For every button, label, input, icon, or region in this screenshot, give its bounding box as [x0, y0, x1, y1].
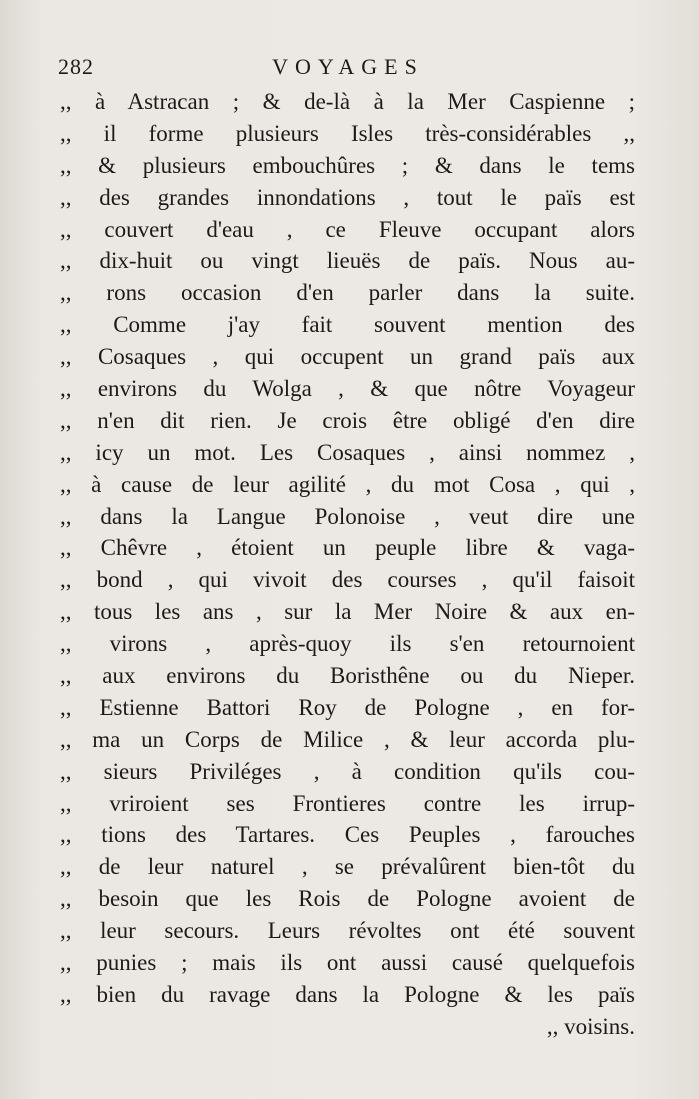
- text-line: ,, dans la Langue Polonoise , veut dire une: [60, 503, 635, 529]
- text-line: ,, virons , après-quoy ils s'en retournoient: [60, 631, 635, 657]
- text-line: ,, à Astracan ; & de-là à la Mer Caspienne ;: [60, 89, 635, 114]
- running-head: VOYAGES: [272, 54, 424, 79]
- text-line: ,, Comme j'ay fait souvent mention des: [60, 312, 635, 338]
- text-line: ,, aux environs du Boristhêne ou du Nieper.: [60, 663, 635, 689]
- text-line: ,, tions des Tartares. Ces Peuples , farouches: [60, 822, 635, 848]
- text-line: ,, ma un Corps de Milice , & leur accorda plu-: [60, 726, 635, 752]
- text-line: ,, leur secours. Leurs révoltes ont été souvent: [60, 918, 635, 944]
- page-header: [58, 54, 638, 84]
- text-line: ,, besoin que les Rois de Pologne avoient de: [60, 886, 635, 912]
- text-line: ,, n'en dit rien. Je crois être obligé d'en dire: [60, 407, 635, 433]
- page-number: 282: [58, 54, 94, 79]
- text-line: ,, Cosaques , qui occupent un grand païs aux: [60, 344, 635, 370]
- text-line: ,, couvert d'eau , ce Fleuve occupant alors: [60, 216, 635, 242]
- body-text: [60, 86, 635, 1043]
- text-line: ,, à cause de leur agilité , du mot Cosa , qui ,: [60, 471, 635, 497]
- text-line: ,, il forme plusieurs Isles très-considérables ,,: [60, 120, 635, 146]
- text-line: ,, sieurs Priviléges , à condition qu'ils cou-: [60, 758, 635, 784]
- text-line: ,, voisins.: [546, 1013, 635, 1039]
- text-line: ,, de leur naturel , se prévalûrent bien-tôt du: [60, 854, 635, 880]
- text-line: ,, des grandes innondations , tout le païs est: [60, 184, 635, 210]
- text-line: ,, dix-huit ou vingt lieuës de païs. Nous au-: [60, 248, 635, 274]
- text-line: ,, vriroient ses Frontieres contre les irrup-: [60, 790, 635, 816]
- text-line: ,, Chêvre , étoient un peuple libre & vaga-: [60, 535, 635, 561]
- text-line: ,, tous les ans , sur la Mer Noire & aux en-: [60, 599, 635, 625]
- text-line: ,, environs du Wolga , & que nôtre Voyageur: [60, 376, 635, 402]
- text-line: ,, & plusieurs embouchûres ; & dans le tems: [60, 152, 635, 178]
- text-line: ,, bien du ravage dans la Pologne & les païs: [60, 981, 635, 1007]
- text-line: ,, bond , qui vivoit des courses , qu'il faisoit: [60, 567, 635, 593]
- text-line: ,, punies ; mais ils ont aussi causé quelquefois: [60, 950, 635, 976]
- text-line: ,, icy un mot. Les Cosaques , ainsi nommez ,: [60, 439, 635, 465]
- text-line: ,, Estienne Battori Roy de Pologne , en for-: [60, 694, 635, 720]
- text-line: ,, rons occasion d'en parler dans la suite.: [60, 280, 635, 306]
